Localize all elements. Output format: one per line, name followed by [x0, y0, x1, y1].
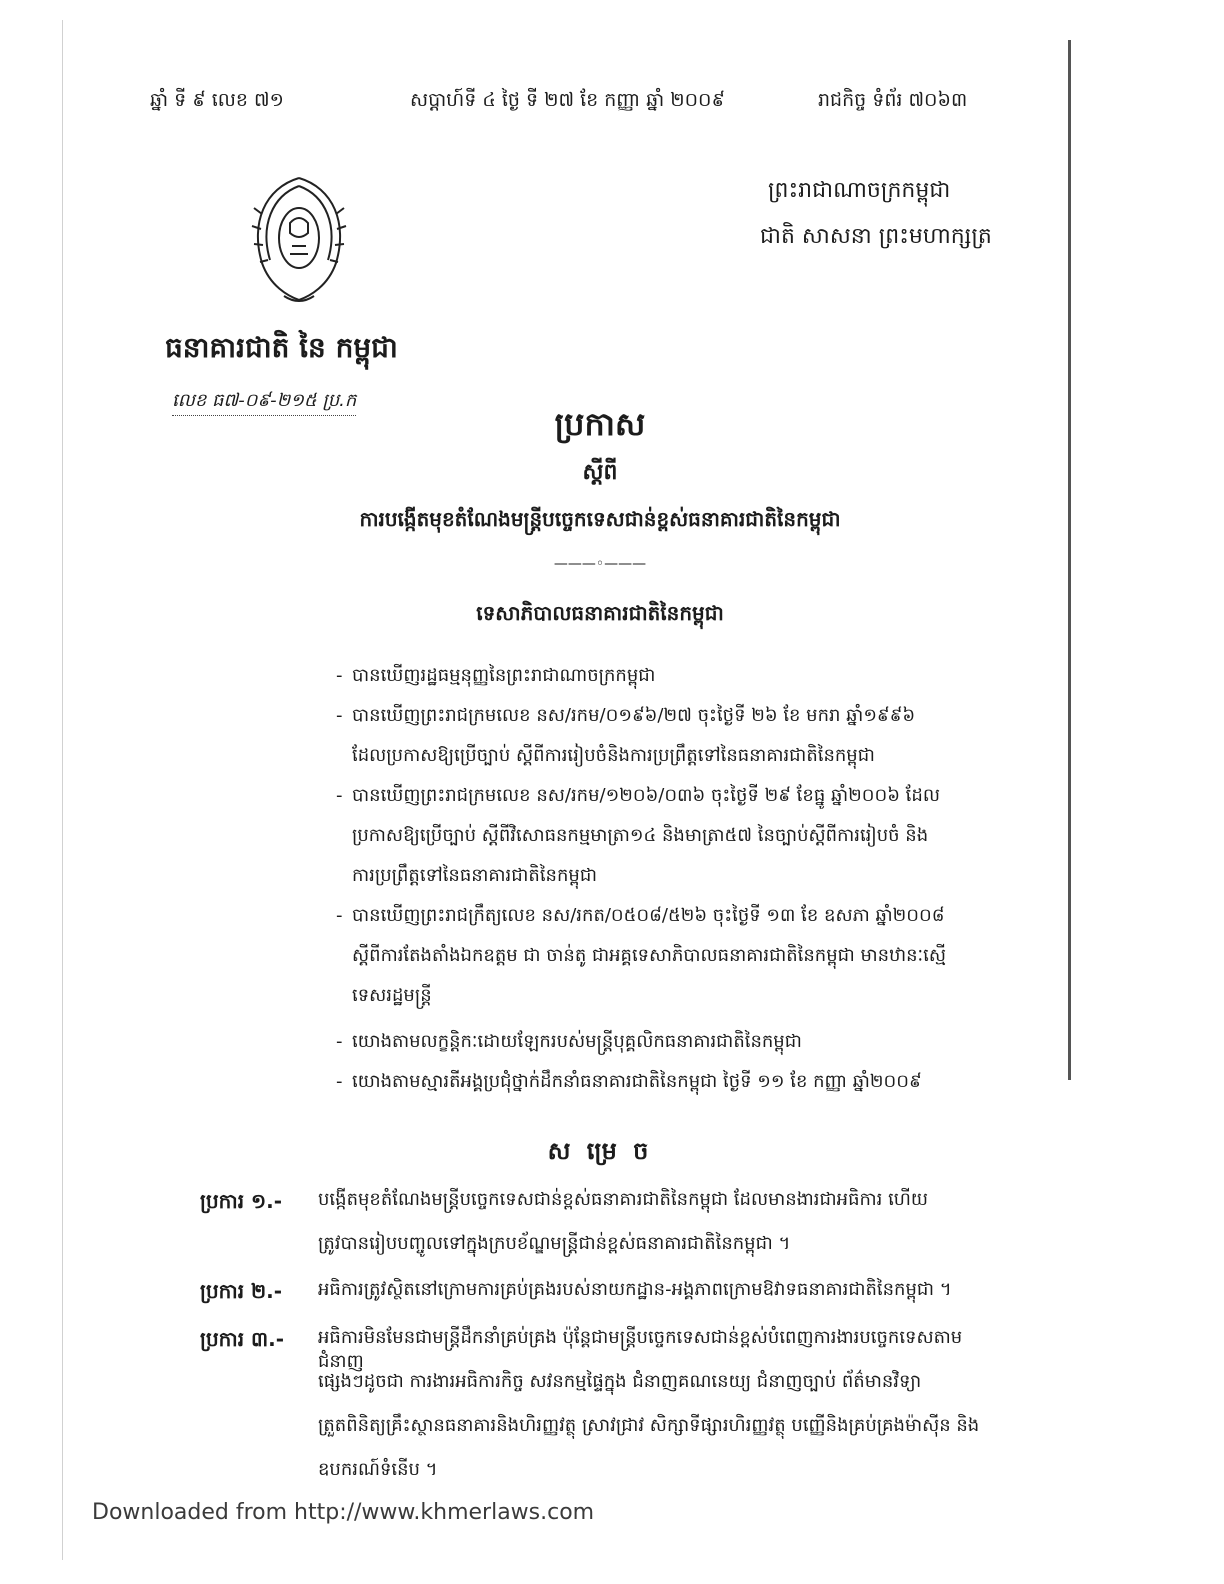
article-text-line: ផ្សេងៗដូចជា ការងារអធិការកិច្ច សវនកម្មផ្ទៃក្នុង ជំនាញគណនេយ្យ ជំនាញច្បាប់ ព័ត៌មានវិទ្យា [318, 1371, 922, 1392]
recital-continuation: ដែលប្រកាសឱ្យប្រើច្បាប់ ស្តីពីការរៀបចំនិងការប្រព្រឹត្តទៅនៃធនាគារជាតិនៃកម្ពុជា [352, 745, 875, 766]
recital-text: បានឃើញរដ្ឋធម្មនុញ្ញនៃព្រះរាជាណាចក្រកម្ពុជា [352, 665, 656, 686]
gazette-date: សប្តាហ៍ទី ៤ ថ្ងៃ ទី ២៧ ខែ កញ្ញា ឆ្នាំ ២០០៩ [410, 89, 725, 111]
gazette-year-issue: ឆ្នាំ ទី ៩ លេខ ៧១ [150, 89, 284, 111]
national-motto: ជាតិ សាសនា ព្រះមហាក្សត្រ [760, 224, 992, 249]
recital-item [336, 904, 1006, 928]
recital-item [336, 1070, 1006, 1094]
article-text-line: ត្រូវបានរៀបបញ្ចូលទៅក្នុងក្របខ័ណ្ឌមន្ត្រីជាន់ខ្ពស់ធនាគារជាតិនៃកម្ពុជា ។ [318, 1233, 791, 1254]
document-subject: ការបង្កើតមុខតំណែងមន្ត្រីបច្ចេកទេសជាន់ខ្ពស់ធនាគារជាតិនៃកម្ពុជា [359, 507, 841, 531]
article-text-line: អធិការមិនមែនជាមន្ត្រីដឹកនាំគ្រប់គ្រង ប៉ុន្តែជាមន្ត្រីបច្ចេកទេសជាន់ខ្ពស់បំពេញការងារបច្ចេកទេសតាមជំនាញ [318, 1327, 963, 1372]
recital-text: យោងតាមលក្ខន្តិកៈដោយឡែករបស់មន្ត្រីបុគ្គលិកធនាគារជាតិនៃកម្ពុជា [352, 1031, 802, 1052]
recital-text: បានឃើញព្រះរាជក្រមលេខ នស/រកម/០១៩៦/២៧ ចុះថ្ងៃទី ២៦ ខែ មករា ឆ្នាំ១៩៩៦ [352, 705, 916, 726]
national-bank-emblem-icon [240, 168, 358, 308]
recital-dash: - [336, 905, 343, 926]
recital-item [336, 784, 1006, 808]
article-label: ប្រការ ១.- [200, 1189, 283, 1213]
document-type-title: ប្រកាស [554, 405, 646, 443]
recital-text: បានឃើញព្រះរាជក្រមលេខ នស/រកម/១២០៦/០៣៦ ចុះថ្ងៃទី ២៩ ខែធ្នូ ឆ្នាំ២០០៦ ដែល [352, 785, 940, 806]
article-text-line: ឧបករណ៍ទំនើប ។ [318, 1459, 438, 1480]
recital-continuation: ការប្រព្រឹត្តទៅនៃធនាគារជាតិនៃកម្ពុជា [352, 865, 597, 886]
article-text-line: ត្រួតពិនិត្យគ្រឹះស្ថានធនាគារនិងហិរញ្ញវត្ថុ ស្រាវជ្រាវ សិក្សាទីផ្សារហិរញ្ញវត្ថុ បញ្ញើនិងគ្រប់គ្រងម៉ាស៊ីន និង [318, 1415, 980, 1436]
article-text-line: អធិការត្រូវស្ថិតនៅក្រោមការគ្រប់គ្រងរបស់នាយកដ្ឋាន-អង្គភាពក្រោមឱវាទធនាគារជាតិនៃកម្ពុជា ។ [318, 1279, 952, 1300]
recital-continuation: ស្តីពីការតែងតាំងឯកឧត្តម ជា ចាន់តូ ជាអគ្គទេសាភិបាលធនាគារជាតិនៃកម្ពុជា មានឋានៈស្មើ [352, 945, 946, 966]
recital-text: យោងតាមស្មារតីអង្គប្រជុំថ្នាក់ដឹកនាំធនាគារជាតិនៃកម្ពុជា ថ្ងៃទី ១១ ខែ កញ្ញា ឆ្នាំ២០០៩ [352, 1071, 922, 1092]
recital-dash: - [336, 1031, 343, 1052]
kingdom-name: ព្រះរាជាណាចក្រកម្ពុជា [768, 178, 951, 203]
reference-number: លេខ ធ៧-០៩-២១៥ ប្រ.ក [172, 388, 356, 416]
recital-dash: - [336, 665, 343, 686]
issuer-heading: ទេសាភិបាលធនាគារជាតិនៃកម្ពុជា [476, 601, 724, 625]
scan-edge-right [1068, 40, 1071, 1080]
recital-item [336, 704, 1006, 728]
recital-item [336, 664, 1006, 688]
title-divider: ———◦——— [553, 556, 647, 572]
article-text-line: បង្កើតមុខតំណែងមន្ត្រីបច្ចេកទេសជាន់ខ្ពស់ធនាគារជាតិនៃកម្ពុជា ដែលមានងារជាអធិការ ហើយ [318, 1189, 929, 1210]
recital-dash: - [336, 1071, 343, 1092]
institution-name: ធនាគារជាតិ នៃ កម្ពុជា [165, 331, 398, 364]
recital-dash: - [336, 705, 343, 726]
article-label: ប្រការ ២.- [200, 1279, 283, 1303]
download-source-footer: Downloaded from http://www.khmerlaws.com [92, 1500, 595, 1525]
gazette-page: រាជកិច្ច ទំព័រ ៧០៦៣ [818, 89, 968, 111]
decision-heading: ស ម្រេ ច [547, 1137, 653, 1165]
recital-dash: - [336, 785, 343, 806]
about-label: ស្តីពី [582, 460, 618, 485]
recital-item [336, 1030, 1006, 1054]
recital-continuation: ប្រកាសឱ្យប្រើច្បាប់ ស្តីពីវិសោធនកម្មមាត្រា១៤ និងមាត្រា៥៧ នៃច្បាប់ស្តីពីការរៀបចំ និង [352, 825, 929, 846]
recital-continuation: ទេសរដ្ឋមន្ត្រី [352, 985, 432, 1006]
scan-edge-left [62, 20, 63, 1560]
article-label: ប្រការ ៣.- [200, 1327, 284, 1351]
recital-text: បានឃើញព្រះរាជក្រឹត្យលេខ នស/រកត/០៥០៨/៥២៦ ចុះថ្ងៃទី ១៣ ខែ ឧសភា ឆ្នាំ២០០៨ [352, 905, 945, 926]
